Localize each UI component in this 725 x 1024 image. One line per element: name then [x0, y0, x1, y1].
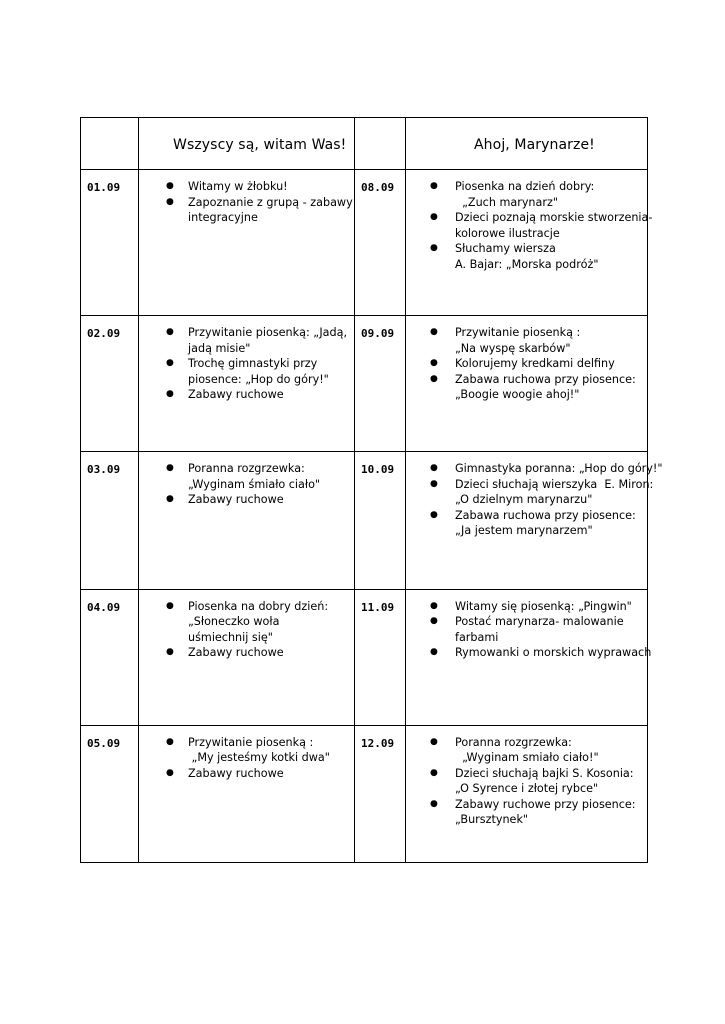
activity-item: [139, 325, 350, 356]
date-cell: [355, 170, 406, 316]
activity-text-line: piosence: „Hop do góry!": [188, 372, 329, 386]
bullet-icon: ●: [166, 389, 174, 400]
day-row: [81, 589, 648, 725]
activity-text-line: „O Syrence i złotej rybce": [455, 782, 599, 796]
date-cell: [81, 725, 139, 862]
bullet-icon: ●: [430, 243, 438, 254]
activity-text-line: „Boogie woogie ahoj!": [455, 388, 580, 402]
activity-item: [406, 614, 643, 645]
activity-text-line: Witamy w żłobku!: [188, 180, 288, 194]
activity-list: [139, 590, 354, 661]
activity-item: [406, 599, 643, 615]
activity-text-line: Gimnastyka poranna: „Hop do góry!": [455, 462, 663, 476]
activity-list: [139, 452, 354, 508]
activity-item: [406, 508, 643, 539]
activity-text-line: integracyjne: [188, 211, 258, 225]
day-date: 10.09: [361, 463, 395, 477]
activity-text-line: Zabawy ruchowe: [188, 388, 284, 402]
activity-text-line: Kolorujemy kredkami delfiny: [455, 357, 615, 371]
activities-cell: [139, 170, 355, 316]
bullet-icon: ●: [166, 600, 174, 611]
date-cell: [81, 170, 139, 316]
date-cell: [81, 452, 139, 589]
day-date: 11.09: [361, 600, 395, 614]
day-row: [81, 170, 648, 316]
activity-text-line: „Zuch marynarz": [455, 195, 558, 209]
activity-list: [139, 170, 354, 226]
bullet-icon: ●: [430, 600, 438, 611]
activity-text-line: „Na wyspę skarbów": [455, 341, 571, 355]
activity-text-line: Przywitanie piosenką :: [455, 326, 581, 340]
activity-text-line: kolorowe ilustracje: [455, 226, 560, 240]
activity-text-line: Zabawy ruchowe przy piosence:: [455, 797, 636, 811]
day-date: 03.09: [87, 463, 121, 477]
schedule-table: [80, 117, 663, 863]
activity-list: [406, 316, 647, 403]
activity-item: [139, 766, 350, 782]
activity-item: [406, 241, 643, 272]
activity-text-line: Dzieci słuchają wierszyka E. Miron:: [455, 477, 654, 491]
activity-text-line: uśmiechnij się": [188, 630, 273, 644]
activity-list: [139, 316, 354, 403]
date-cell: [81, 316, 139, 452]
activity-item: [406, 356, 643, 372]
header-empty-cell-1: [81, 118, 139, 170]
week-2-title: Ahoj, Marynarze!: [474, 137, 595, 154]
activity-text-line: Zapoznanie z grupą - zabawy: [188, 195, 353, 209]
activity-text-line: jadą misie": [188, 341, 251, 355]
date-cell: [81, 589, 139, 725]
activity-list: [406, 452, 663, 539]
activity-item: [406, 645, 652, 661]
activity-text-line: Zabawy ruchowe: [188, 646, 284, 660]
day-date: 04.09: [87, 600, 121, 614]
activity-list: [406, 726, 647, 828]
bullet-icon: ●: [430, 358, 438, 369]
activity-text-line: farbami: [455, 630, 499, 644]
bullet-icon: ●: [430, 327, 438, 338]
activities-cell: [406, 316, 648, 452]
day-date: 05.09: [87, 736, 121, 750]
activity-item: [406, 325, 643, 356]
day-row: [81, 316, 648, 452]
activity-text-line: „Wyginam śmiało ciało": [188, 477, 321, 491]
activity-text-line: Piosenka na dzień dobry:: [455, 180, 595, 194]
activities-cell: [406, 725, 648, 862]
bullet-icon: ●: [430, 647, 438, 658]
activities-cell: [139, 452, 355, 589]
activity-item: [406, 766, 643, 797]
activity-text-line: Piosenka na dobry dzień:: [188, 599, 329, 613]
bullet-icon: ●: [430, 736, 438, 747]
activities-cell: [139, 316, 355, 452]
activity-text-line: Postać marynarza- malowanie: [455, 615, 624, 629]
day-date: 01.09: [87, 181, 121, 195]
activity-text-line: Zabawa ruchowa przy piosence:: [455, 372, 636, 386]
day-date: 09.09: [361, 327, 395, 341]
bullet-icon: ●: [166, 181, 174, 192]
header-empty-cell-2: [355, 118, 406, 170]
bullet-icon: ●: [166, 196, 174, 207]
activities-cell: [406, 452, 663, 589]
activity-item: [406, 797, 643, 828]
activity-item: [139, 195, 353, 226]
bullet-icon: ●: [430, 212, 438, 223]
bullet-icon: ●: [166, 463, 174, 474]
activity-text-line: Trochę gimnastyki przy: [188, 357, 318, 371]
bullet-icon: ●: [430, 478, 438, 489]
activity-text-line: Poranna rozgrzewka:: [455, 735, 572, 749]
week-1-title-cell: [139, 118, 355, 170]
activity-list: [139, 726, 354, 782]
bullet-icon: ●: [430, 798, 438, 809]
activities-cell: [406, 170, 653, 316]
day-date: 08.09: [361, 181, 395, 195]
activity-text-line: Przywitanie piosenką: „Jadą,: [188, 326, 348, 340]
day-row: [81, 452, 648, 589]
bullet-icon: ●: [430, 373, 438, 384]
activity-item: [139, 735, 350, 766]
bullet-icon: ●: [166, 767, 174, 778]
day-row: [81, 725, 648, 862]
activity-item: [406, 461, 663, 477]
activity-text-line: Poranna rozgrzewka:: [188, 462, 305, 476]
activities-cell: [139, 725, 355, 862]
bullet-icon: ●: [430, 463, 438, 474]
bullet-icon: ●: [430, 616, 438, 627]
week-1-title: Wszyscy są, witam Was!: [173, 137, 347, 154]
activity-text-line: „Słoneczko woła: [188, 615, 280, 629]
bullet-icon: ●: [430, 509, 438, 520]
week-2-title-cell: [406, 118, 648, 170]
bullet-icon: ●: [430, 767, 438, 778]
activities-cell: [406, 589, 652, 725]
bullet-icon: ●: [166, 494, 174, 505]
header-row: [81, 118, 648, 170]
activity-list: [406, 170, 653, 272]
activity-text-line: Zabawy ruchowe: [188, 766, 284, 780]
activity-list: [406, 590, 652, 661]
activity-item: [406, 372, 643, 403]
activity-text-line: A. Bajar: „Morska podróż": [455, 257, 599, 271]
activity-item: [139, 599, 350, 646]
date-cell: [355, 316, 406, 452]
date-cell: [355, 589, 406, 725]
activity-text-line: Przywitanie piosenką :: [188, 735, 314, 749]
bullet-icon: ●: [166, 736, 174, 747]
activity-text-line: Zabawa ruchowa przy piosence:: [455, 508, 636, 522]
activity-item: [139, 387, 350, 403]
day-date: 12.09: [361, 736, 395, 750]
bullet-icon: ●: [166, 327, 174, 338]
activity-item: [406, 735, 643, 766]
activity-text-line: „Wyginam smiało ciało!": [455, 751, 599, 765]
bullet-icon: ●: [166, 358, 174, 369]
activity-text-line: „Ja jestem marynarzem": [455, 524, 593, 538]
day-date: 02.09: [87, 327, 121, 341]
activity-item: [406, 210, 653, 241]
activity-item: [139, 645, 350, 661]
date-cell: [355, 452, 406, 589]
activity-item: [139, 179, 350, 195]
activity-item: [139, 356, 350, 387]
activity-text-line: „My jesteśmy kotki dwa": [188, 751, 330, 765]
activity-item: [139, 461, 350, 492]
activity-text-line: Zabawy ruchowe: [188, 493, 284, 507]
bullet-icon: ●: [430, 181, 438, 192]
activity-text-line: Witamy się piosenką: „Pingwin": [455, 599, 632, 613]
activity-item: [406, 179, 643, 210]
activity-text-line: Rymowanki o morskich wyprawach: [455, 646, 652, 660]
activity-text-line: Dzieci słuchają bajki S. Kosonia:: [455, 766, 634, 780]
activity-text-line: Słuchamy wiersza: [455, 242, 556, 256]
activity-text-line: Dzieci poznają morskie stworzenia-: [455, 211, 653, 225]
bullet-icon: ●: [166, 647, 174, 658]
activity-item: [406, 477, 654, 508]
activity-item: [139, 492, 350, 508]
date-cell: [355, 725, 406, 862]
activity-text-line: „O dzielnym marynarzu": [455, 493, 593, 507]
activities-cell: [139, 589, 355, 725]
activity-text-line: „Bursztynek": [455, 813, 529, 827]
